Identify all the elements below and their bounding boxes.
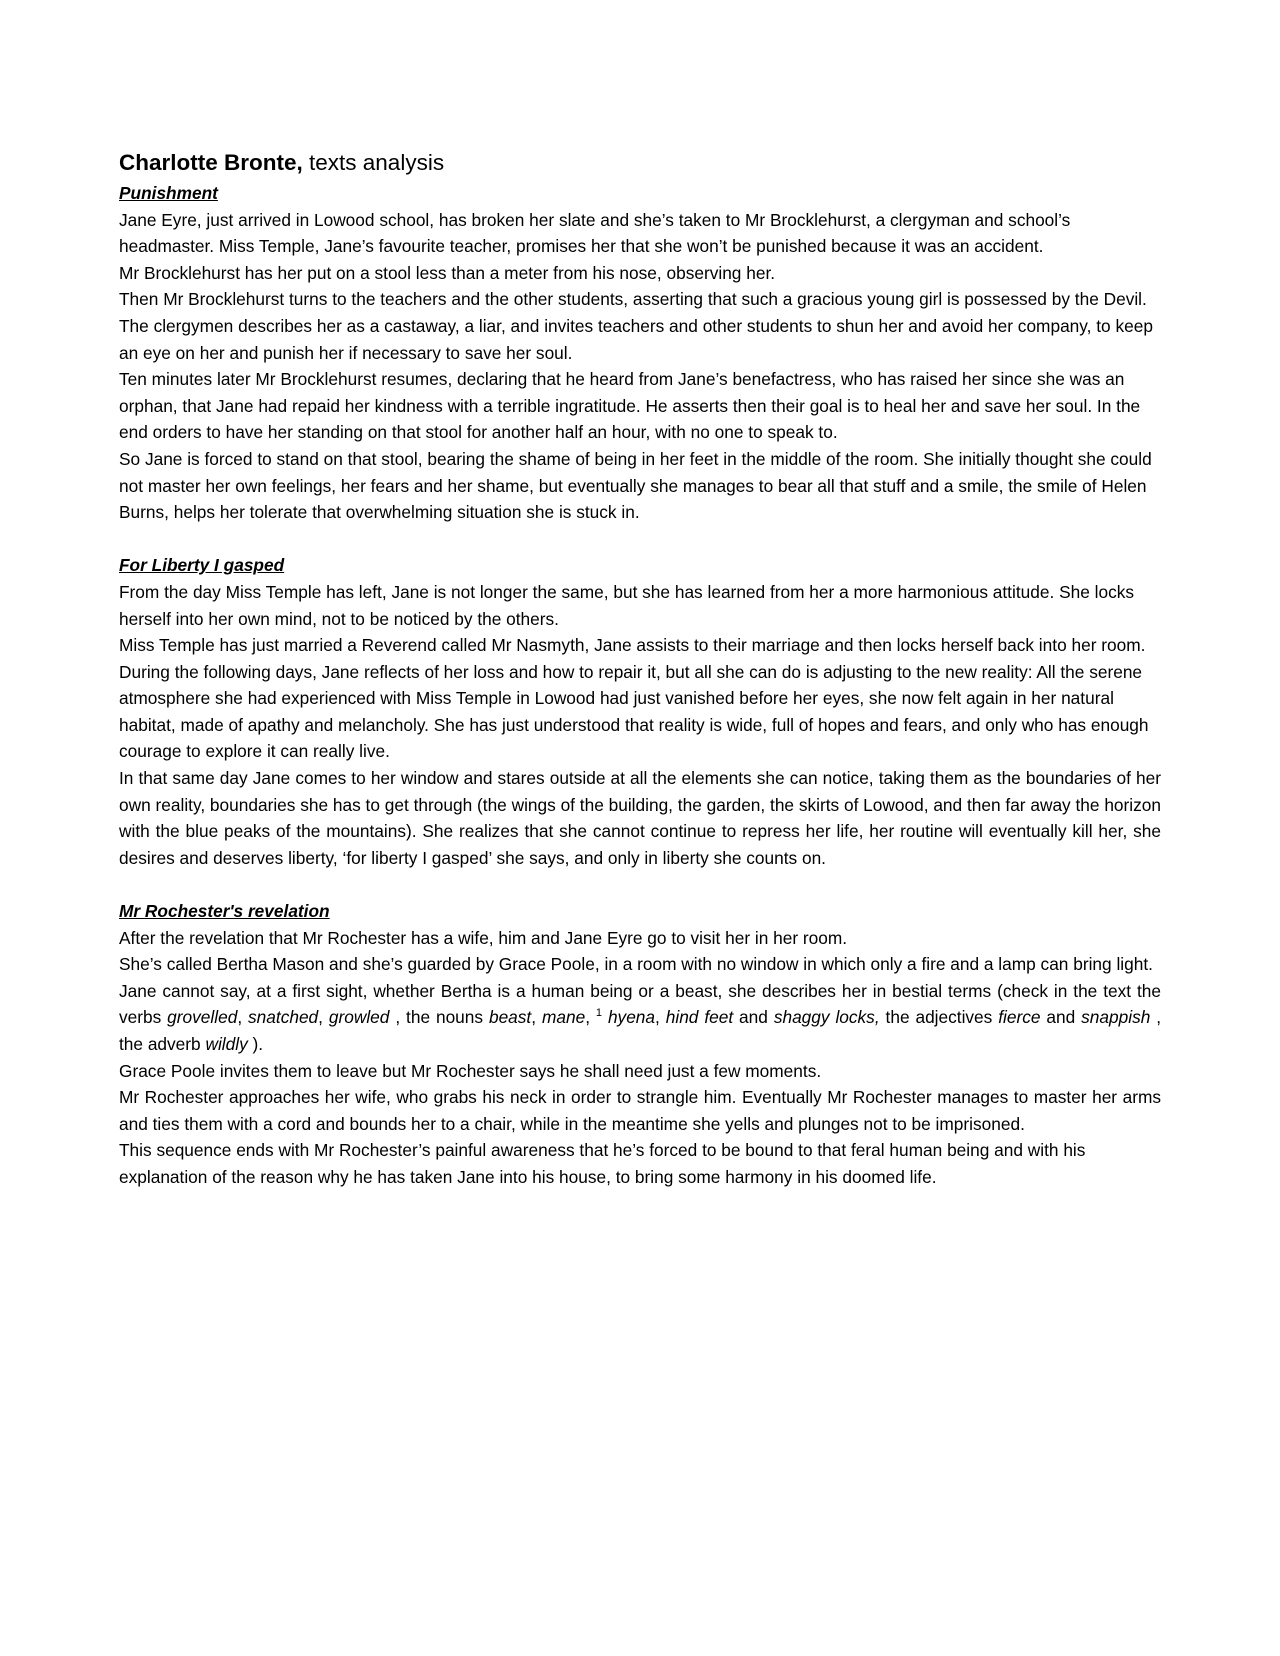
paragraph: Then Mr Brocklehurst turns to the teachers and the other students, asserting that such a gracious young girl is possessed by the Devil.: [119, 289, 1147, 310]
text-run: ).: [247, 1034, 264, 1054]
italic-term: snappish: [1081, 1007, 1151, 1028]
italic-term: snatched: [248, 1007, 319, 1028]
document-page: [119, 146, 1161, 1191]
italic-term: grovelled: [167, 1007, 238, 1028]
document-title: [119, 146, 1161, 180]
paragraph: Miss Temple has just married a Reverend called Mr Nasmyth, Jane assists to their marriage and then locks herself back into her room.: [119, 635, 1146, 656]
italic-term: wildly: [205, 1034, 248, 1054]
text-run: and: [1040, 1007, 1082, 1028]
title-subtitle: texts analysis: [302, 150, 445, 175]
paragraph: Mr Rochester approaches her wife, who grabs his neck in order to strangle him. Eventually Mr Rochester manages to master her arms and ties them with a cord and bounds her to a chair, while in the meantime she yells and plunges not to be imprisoned.: [119, 1087, 1161, 1134]
section-heading: Punishment: [119, 183, 218, 203]
footnote-marker: 1: [595, 1007, 603, 1020]
text-run: ,: [655, 1007, 666, 1028]
section-punishment: [119, 180, 1161, 526]
paragraph: Jane Eyre, just arrived in Lowood school, has broken her slate and she’s taken to Mr Brocklehurst, a clergyman and school’s headmaster. Miss Temple, Jane’s favourite teacher, promises her that she won’t be punished because it was an accident.: [119, 209, 1071, 257]
paragraph: So Jane is forced to stand on that stool, bearing the shame of being in her feet in the middle of the room. She initially thought she could not master her own feelings, her fears and her shame, but eventually she manages to bear all that stuff and a smile, the smile of Helen Burns, helps her tolerate that overwhelming situation she is stuck in.: [119, 448, 1152, 523]
paragraph: After the revelation that Mr Rochester has a wife, him and Jane Eyre go to visit her in her room.: [119, 927, 848, 948]
text-run: ,: [585, 1007, 596, 1028]
text-run: , the nouns: [389, 1007, 489, 1028]
section-rochester-revelation: [119, 898, 1161, 1191]
paragraph: Mr Brocklehurst has her put on a stool less than a meter from his nose, observing her.: [119, 262, 776, 283]
text-run: Jane cannot say, at a first sight, whether Bertha is a human being or a beast, she describes her in bestial terms (check in the text the verbs: [119, 980, 1161, 1028]
italic-term: mane: [541, 1007, 586, 1028]
italic-term: hind feet: [665, 1007, 734, 1028]
italic-term: hyena: [607, 1007, 656, 1028]
paragraph: From the day Miss Temple has left, Jane is not longer the same, but she has learned from her a more harmonious attitude. She locks herself into her own mind, not to be noticed by the others.: [119, 581, 1134, 629]
paragraph: Grace Poole invites them to leave but Mr Rochester says he shall need just a few moments.: [119, 1060, 822, 1081]
paragraph: She’s called Bertha Mason and she’s guarded by Grace Poole, in a room with no window in which only a fire and a lamp can bring light.: [119, 954, 1153, 975]
section-heading: For Liberty I gasped: [119, 555, 285, 576]
section-for-liberty: [119, 552, 1161, 871]
italic-term: shaggy locks,: [773, 1007, 880, 1028]
text-run: and: [733, 1007, 774, 1028]
text-run: ,: [531, 1007, 542, 1028]
paragraph-bestial-terms: [119, 978, 1161, 1058]
text-run: , the adverb: [119, 1007, 1162, 1054]
text-run: ,: [318, 1007, 329, 1028]
paragraph: During the following days, Jane reflects of her loss and how to repair it, but all she can do is adjusting to the new reality: All the serene atmosphere she had experienced with Miss Temple in Lowood had just vanished before her eyes, she now felt again in her natural habitat, made of apathy and melancholy. She has just understood that reality is wide, full of hopes and fears, and only who has enough courage to explore it can really live.: [119, 661, 1149, 762]
title-author: Charlotte Bronte,: [119, 150, 303, 175]
italic-term: fierce: [998, 1007, 1041, 1028]
section-heading: Mr Rochester's revelation: [119, 901, 330, 922]
italic-term: beast: [488, 1007, 532, 1028]
text-run: ,: [237, 1007, 249, 1028]
italic-term: growled: [328, 1007, 390, 1028]
paragraph: Ten minutes later Mr Brocklehurst resumes, declaring that he heard from Jane’s benefactress, who has raised her since she was an orphan, that Jane had repaid her kindness with a terrible ingratitude. He asserts then their goal is to heal her and save her soul. In the end orders to have her standing on that stool for another half an hour, with no one to speak to.: [119, 369, 1141, 443]
text-run: the adjectives: [879, 1007, 999, 1028]
paragraph: The clergymen describes her as a castaway, a liar, and invites teachers and other students to shun her and avoid her company, to keep an eye on her and punish her if necessary to save her soul.: [119, 315, 1153, 363]
paragraph: In that same day Jane comes to her window and stares outside at all the elements she can notice, taking them as the boundaries of her own reality, boundaries she has to get through (the wings of the building, the garden, the skirts of Lowood, and then far away the horizon with the blue peaks of the mountains). She realizes that she cannot continue to repress her life, her routine will eventually kill her, she desires and deserves liberty, ‘for liberty I gasped’ she says, and only in liberty she counts on.: [119, 768, 1162, 868]
paragraph: This sequence ends with Mr Rochester’s painful awareness that he’s forced to be bound to that feral human being and with his explanation of the reason why he has taken Jane into his house, to bring some harmony in his doomed life.: [119, 1140, 1086, 1187]
